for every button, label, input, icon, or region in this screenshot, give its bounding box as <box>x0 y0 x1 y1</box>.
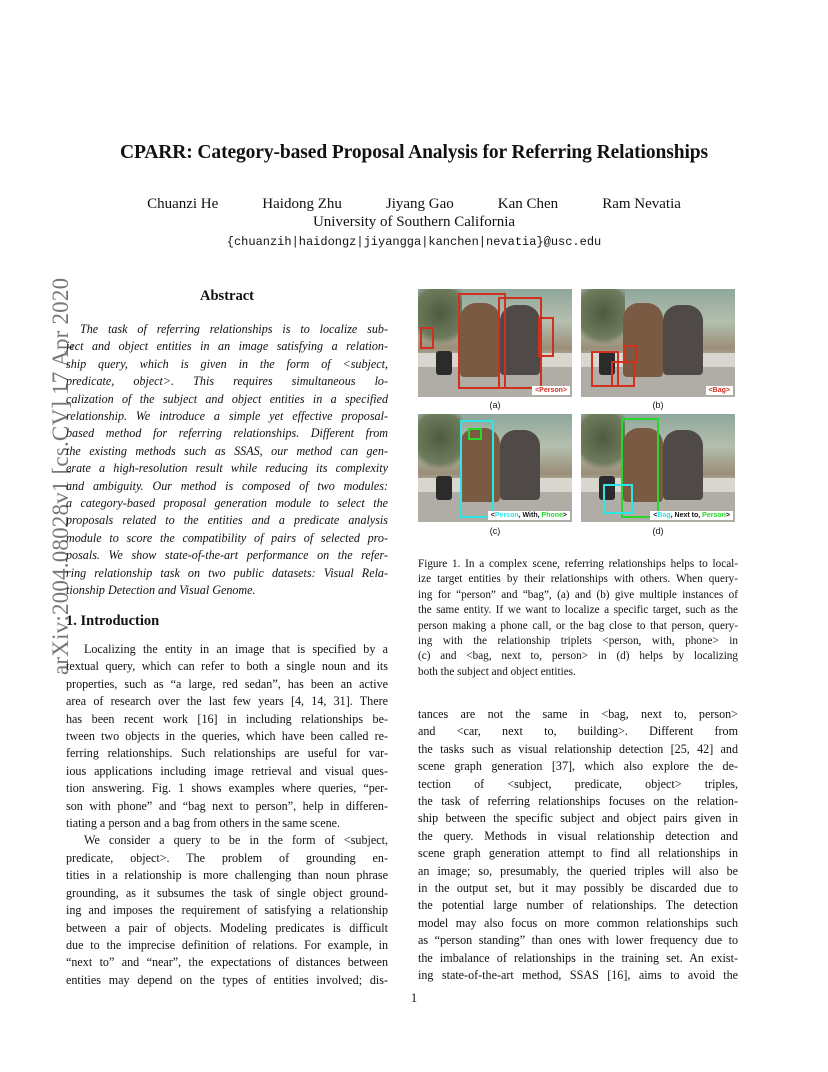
body-line: scene graph generation [37], which also explore the de- <box>418 759 738 774</box>
bbox-person <box>420 327 434 349</box>
abstract-line: based method for referring relationships. Different from <box>66 426 388 441</box>
body-line: tances are not the same in <bag, next to, person> <box>418 707 738 721</box>
caption-line: ize target entities by their relationships with others. When query- <box>418 573 738 586</box>
body-line: the potential large number of relationships. The detection <box>418 898 738 913</box>
tag-predicate: , Next to, <box>670 512 703 519</box>
body-line: son with phone” and “bag next to person”, help in differen- <box>66 798 388 813</box>
section-heading: 1. Introduction <box>66 613 160 629</box>
body-line: tween two objects in the queries, which have been called re- <box>66 729 388 744</box>
tag-object: Person <box>702 512 726 519</box>
intro-column-left <box>66 641 388 989</box>
author-name: Haidong Zhu <box>262 196 342 212</box>
abstract-line: predicate, object>. This requires simultaneous lo- <box>66 374 388 389</box>
body-line: textual query, which can refer to both a single noun and its <box>66 659 388 674</box>
tag-subject: Bag <box>657 512 671 519</box>
body-line: predicate, object>. The problem of grounding en- <box>66 850 388 865</box>
query-tag: <Person> <box>532 386 570 395</box>
body-line: grounding, as it subsumes the task of single object ground- <box>66 885 388 900</box>
abstract-line: the existing methods such as SSAS, our method can gen- <box>66 443 388 458</box>
figure-panel-d <box>581 414 735 522</box>
caption-line: ing for “person” and “bag”, (a) and (b) give multiple instances of <box>418 588 738 601</box>
author-email: {chuanzih|haidongz|jiyangga|kanchen|nevatia}@usc.edu <box>226 235 602 249</box>
body-line: as “person standing” than ones with lower frequency due to <box>418 933 738 948</box>
panel-label: (a) <box>489 400 501 410</box>
body-line: the imbalance of relationships in the training set. An exist- <box>418 950 738 965</box>
body-line: entities may depend on the types of entities involved; dis- <box>66 972 388 987</box>
bbox-person <box>538 317 554 357</box>
arxiv-watermark <box>22 277 73 705</box>
author-name: Kan Chen <box>497 196 559 212</box>
body-line: “next to” and “near”, the expectations of distances between <box>66 955 388 970</box>
body-line: between a pair of objects. Modeling predicates is difficult <box>66 920 388 935</box>
tag-part: > <box>725 512 730 519</box>
body-line: properties, such as “a large, red sedan”, has been an active <box>66 676 388 691</box>
abstract-line-text: ship query, which is given in the form of <subject, <box>66 356 388 371</box>
abstract-line: erate a high-resolution result while reducing its complexity <box>66 461 388 476</box>
tag-part: < <box>490 512 495 519</box>
body-line: ship between the specific subject and object pairs given in <box>418 811 738 826</box>
abstract-line: and ambiguity. Our method is composed of two modules: <box>66 478 388 493</box>
author-name: Jiyang Gao <box>385 196 454 212</box>
caption-line: the same entity. If we want to localize a specific target, such as the <box>418 604 738 617</box>
panel-label: (c) <box>489 526 501 536</box>
body-line: an image; so, presumably, the queried triples will also be <box>418 863 738 878</box>
body-line: the tasks such as visual relationship detection [25, 42] and <box>418 741 738 756</box>
figure-panel-b <box>581 289 735 397</box>
abstract-line: relationship. We introduce a simple yet effective proposal- <box>66 409 388 424</box>
arxiv-id: arXiv:2004.08028v1 [cs.CV] 17 Apr 2020 <box>48 277 73 675</box>
body-line: tion answering. Fig. 1 shows examples where queries, “per- <box>66 781 388 796</box>
body-line: in the output set, but it may possibly be discarded due to <box>418 881 738 896</box>
tag-part: < <box>653 512 658 519</box>
abstract-line: calization of the subject and object entities in a specified <box>66 391 388 406</box>
body-line: We consider a query to be in the form of <subject, <box>84 833 388 848</box>
figure-panel-c <box>418 414 572 522</box>
tag-subject: Person <box>494 512 519 519</box>
query-tag: <Bag> <box>706 386 733 395</box>
figure-panel-a <box>418 289 572 397</box>
body-line: model may also focus on more common relationships such <box>418 915 738 930</box>
abstract-line: The task of referring relationships is to localize sub- <box>80 322 388 336</box>
body-line: Localizing the entity in an image that is specified by a <box>84 642 388 656</box>
body-line: ious applications including image retrieval and visual ques- <box>66 763 388 778</box>
abstract-line: proposals related to the entities and a predicate analysis <box>66 513 388 528</box>
panel-label: (d) <box>652 526 664 536</box>
abstract-line: posals. We show state-of-the-art performance on the refer- <box>66 548 388 563</box>
body-line: due to the imprecise definition of relations. For example, in <box>66 937 388 952</box>
body-line: area of research over the last few years [4, 14, 31]. There <box>66 694 388 709</box>
bbox-person <box>498 297 542 389</box>
author-list <box>0 196 828 213</box>
figure-caption <box>418 557 738 680</box>
figure-1 <box>418 289 738 541</box>
intro-column-right <box>418 706 738 985</box>
body-line: the query. Methods in visual relationship detection and <box>418 828 738 843</box>
tag-part: > <box>562 512 567 519</box>
query-tag <box>650 511 733 520</box>
body-line: and <car, next to, building>. Different from <box>418 724 738 739</box>
body-line: tiating a person and a bag from others in the same scene. <box>66 816 341 831</box>
body-line: ing and imposes the requirement of satisfying a relationship <box>66 903 388 918</box>
bbox-bag <box>623 345 637 363</box>
bbox-bag <box>603 484 633 514</box>
affiliation: University of Southern California <box>312 214 516 230</box>
tag-object: Phone <box>541 512 563 519</box>
caption-line: person making a phone call, or the bag close to that person, query- <box>418 619 738 632</box>
body-line: ferring relationships. Such relationships are useful for var- <box>66 746 388 761</box>
abstract-line: module to score the compatibility of pairs of selected pro- <box>66 530 388 545</box>
query-tag <box>488 511 570 520</box>
caption-line: both the subject and object entities. <box>418 665 576 678</box>
abstract-heading: Abstract <box>200 288 254 304</box>
author-name: Chuanzi He <box>147 196 219 212</box>
body-line: tities in a relationship is more challenging than noun phrase <box>66 868 388 883</box>
page-number: 1 <box>410 991 418 1005</box>
abstract-line: ring relationship task on two public datasets: Visual Rela- <box>66 565 388 580</box>
tag-predicate: , With, <box>518 512 542 519</box>
abstract-line: tionship Detection and Visual Genome. <box>66 583 256 598</box>
bbox-bag <box>611 361 635 387</box>
caption-line: ing with the relationship triplets <person, with, phone> in <box>418 635 738 648</box>
author-name: Ram Nevatia <box>602 196 681 212</box>
abstract-line: a category-based proposal generation module to select the <box>66 496 388 511</box>
caption-line: (c) and <bag, next to, person> in (d) helps by localizing <box>418 650 738 663</box>
body-line: the task of referring relationships focuses on the relation- <box>418 794 738 809</box>
body-line: ing state-of-the-art method, SSAS [16], aims to avoid the <box>418 968 738 983</box>
paper-title: CPARR: Category-based Proposal Analysis for Referring Relationships <box>119 142 709 163</box>
bbox-phone <box>468 428 482 440</box>
abstract-line: ject and object entities in an image satisfying a relation- <box>66 339 388 354</box>
body-line: tection of <subject, predicate, object> triples, <box>418 776 738 791</box>
caption-line: Figure 1. In a complex scene, referring relationships helps to local- <box>418 558 738 570</box>
abstract-line <box>66 356 388 373</box>
body-line: has been recent work [16] in including relationships be- <box>66 711 388 726</box>
abstract-body <box>66 321 388 600</box>
panel-label: (b) <box>652 400 664 410</box>
body-line: scene graph generation attempt to find all relationships in <box>418 846 738 861</box>
